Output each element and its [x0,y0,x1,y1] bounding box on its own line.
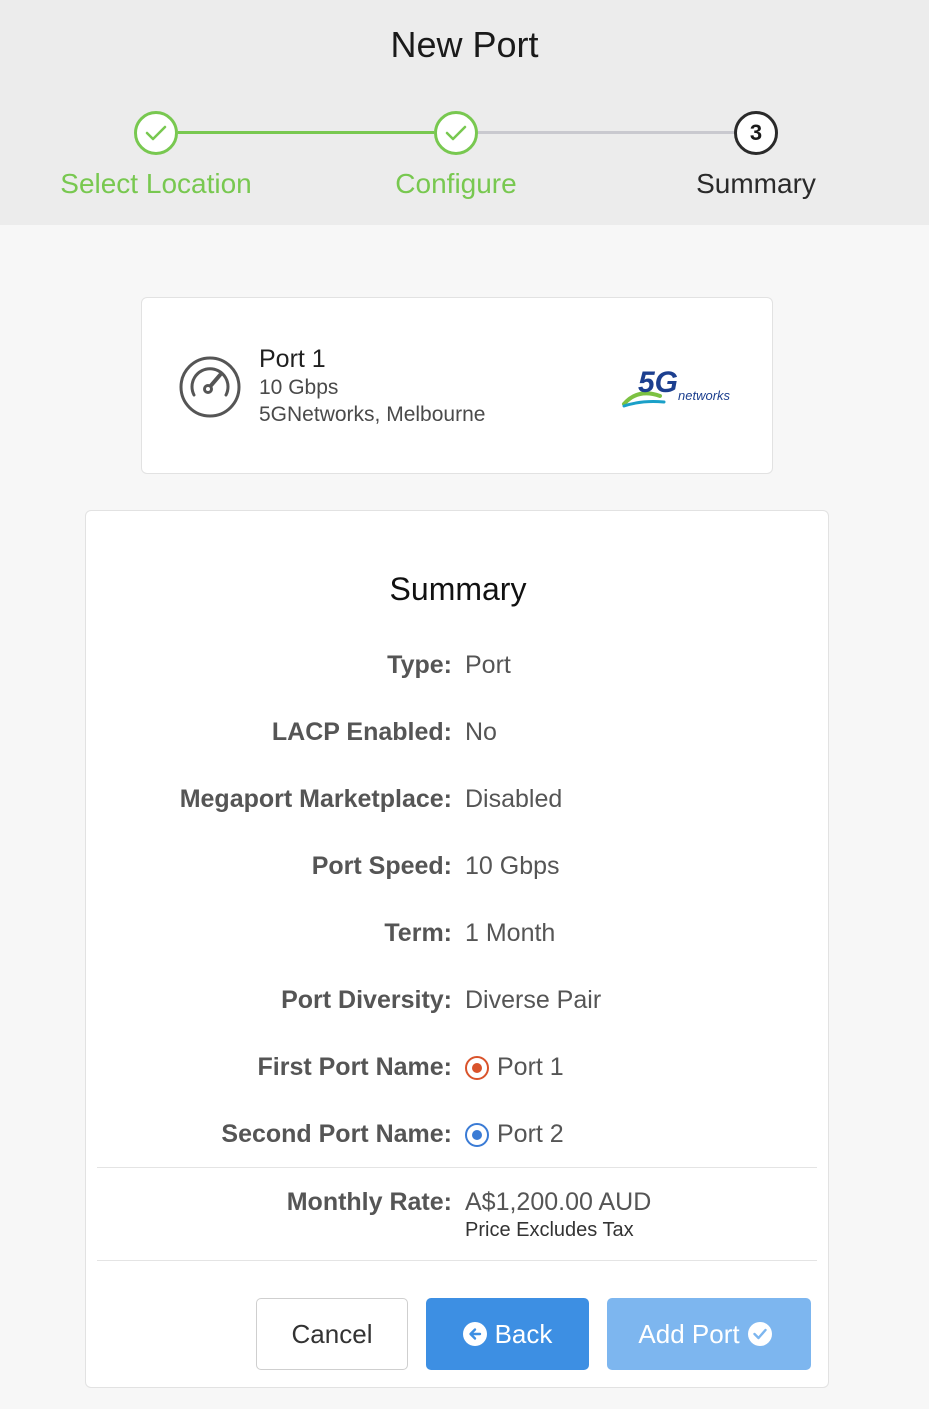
port-speed: 10 Gbps [259,376,339,399]
summary-row-port-speed [86,852,830,884]
row-value: 10 Gbps [465,852,560,880]
row-label: Port Diversity: [281,986,452,1014]
tax-note: Price Excludes Tax [465,1219,634,1241]
check-circle-icon [748,1322,772,1346]
summary-row-type [86,651,830,683]
diversity-blue-icon [465,1123,489,1147]
svg-text:networks: networks [678,388,731,403]
row-value: Diverse Pair [465,986,602,1014]
port-name: Port 1 [259,345,326,373]
back-button[interactable] [426,1298,589,1370]
page-title: New Port [390,24,539,65]
row-value: Port [465,651,511,679]
divider [97,1167,817,1168]
svg-text:5G: 5G [638,366,679,399]
row-label: Monthly Rate: [286,1188,452,1216]
step-connector-complete [178,131,434,134]
step-label-configure[interactable]: Configure [395,168,517,199]
row-label: First Port Name: [257,1053,452,1081]
row-value: Port 2 [497,1120,564,1148]
summary-row-term [86,919,830,951]
row-value: No [465,718,497,746]
row-label: Type: [387,651,452,679]
summary-row-diversity [86,986,830,1018]
step-connector-pending [478,131,734,134]
provider-logo [620,358,740,414]
step-3-number: 3 [734,111,778,155]
monthly-rate-value: A$1,200.00 AUD [465,1188,652,1216]
port-location: 5GNetworks, Melbourne [259,403,486,426]
row-value: 1 Month [465,919,556,947]
row-label: Second Port Name: [221,1120,452,1148]
summary-row-first-port [86,1053,830,1085]
row-value: Disabled [465,785,563,813]
row-label: Term: [384,919,452,947]
summary-row-marketplace [86,785,830,817]
port-card [141,297,773,474]
wizard-header [0,0,929,225]
diversity-red-icon [465,1056,489,1080]
step-2-check-icon [434,111,478,155]
cancel-button-label: Cancel [291,1318,373,1349]
row-value: Port 1 [497,1053,564,1081]
summary-row-lacp [86,718,830,750]
summary-title: Summary [389,571,527,607]
summary-row-second-port [86,1120,830,1152]
arrow-left-circle-icon [463,1322,487,1346]
summary-card [85,510,829,1388]
divider [97,1260,817,1261]
row-label: LACP Enabled: [271,718,452,746]
add-port-button-label: Add Port [638,1318,740,1349]
add-port-button[interactable] [607,1298,811,1370]
back-button-label: Back [494,1318,553,1349]
row-label: Megaport Marketplace: [179,785,452,813]
row-label: Port Speed: [311,852,452,880]
cancel-button[interactable] [256,1298,408,1370]
step-1-check-icon [134,111,178,155]
summary-row-monthly-rate [86,1188,830,1220]
step-label-summary: Summary [696,168,816,199]
speedometer-icon [178,355,242,419]
step-label-select-location[interactable]: Select Location [60,168,252,199]
